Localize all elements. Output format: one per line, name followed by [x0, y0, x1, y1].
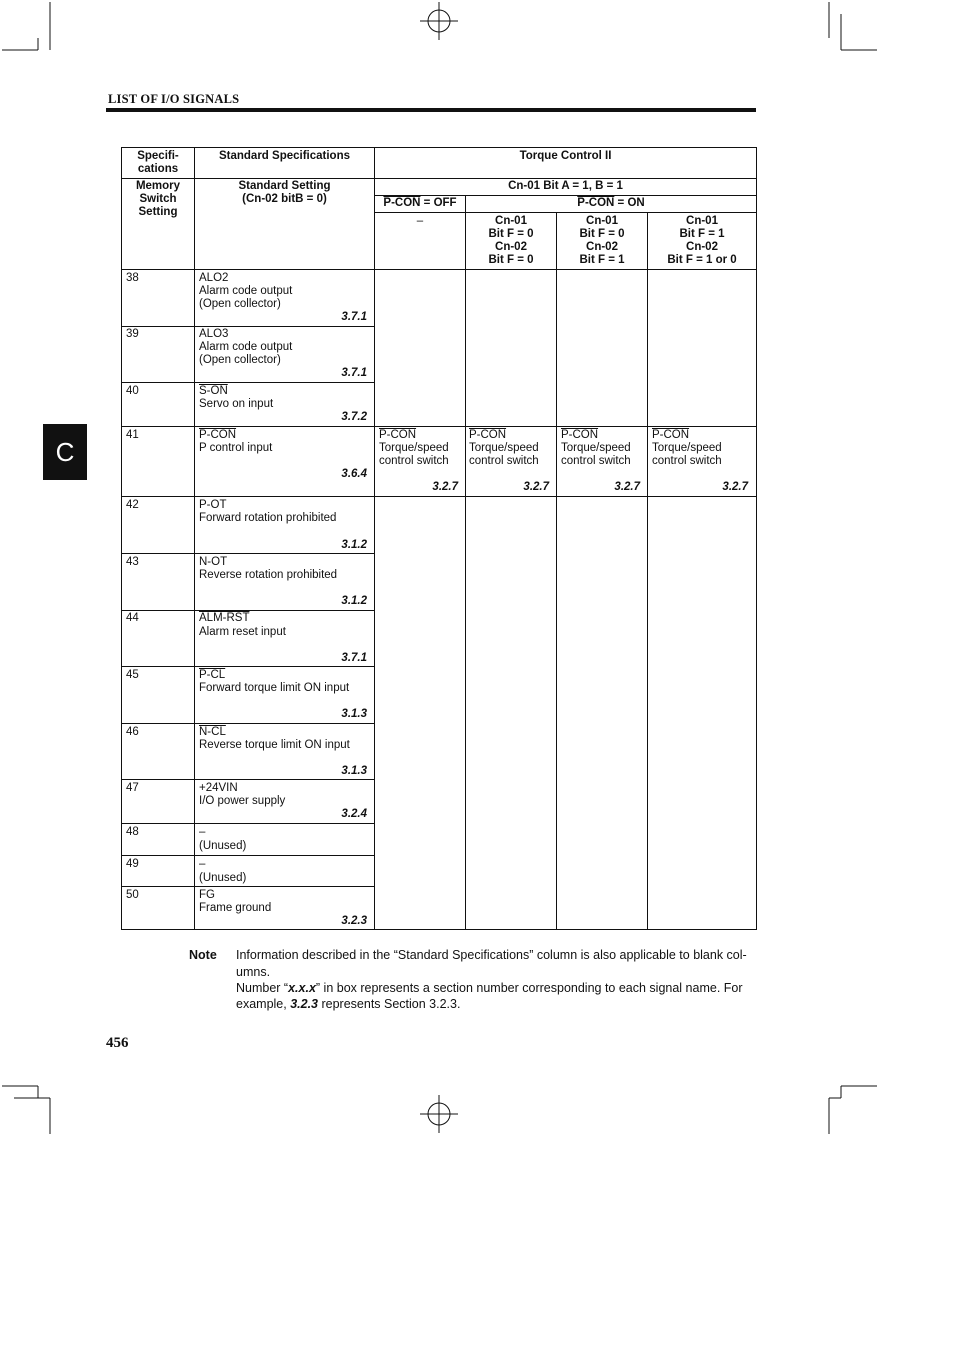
row-divider	[121, 779, 375, 780]
header-pcon-off-name: P-CON	[383, 197, 421, 209]
col-divider	[647, 212, 648, 930]
signal-name: ALM-RST	[199, 612, 250, 624]
row-divider	[374, 195, 757, 196]
section-ref: 3.7.2	[341, 411, 367, 423]
header-cn01-bits: Cn-01 Bit A = 1, B = 1	[508, 180, 623, 192]
pcon-cell-section: 3.2.7	[523, 481, 549, 493]
header-memory-switch-setting: Memory Switch Setting	[135, 180, 181, 218]
header-rule	[106, 108, 756, 112]
row-divider	[121, 178, 757, 179]
col-divider	[556, 212, 557, 930]
signal-description: Reverse torque limit ON input	[199, 739, 350, 751]
header-standard-specifications: Standard Specifications	[218, 150, 350, 162]
pin-number: 41	[126, 429, 139, 441]
row-divider	[121, 326, 375, 327]
row-divider	[121, 496, 757, 497]
row-divider	[121, 269, 757, 270]
table-border-right	[756, 147, 757, 930]
col-divider	[465, 195, 466, 930]
pin-number: 44	[126, 612, 139, 624]
pin-number: 47	[126, 782, 139, 794]
header-standard-setting: Standard Setting (Cn-02 bitB = 0)	[238, 180, 331, 205]
table-border-left	[121, 147, 122, 930]
col-divider	[194, 147, 195, 930]
note-emphasis: 3.2.3	[290, 997, 319, 1011]
row-divider	[121, 855, 375, 856]
signal-name: –	[199, 858, 206, 870]
pin-number: 40	[126, 385, 139, 397]
signal-name: N-CL	[199, 726, 226, 738]
section-ref: 3.1.2	[341, 595, 367, 607]
pcon-cell-section: 3.2.7	[722, 481, 748, 493]
section-ref: 3.1.3	[341, 708, 367, 720]
signal-description: Reverse rotation prohibited	[199, 569, 338, 581]
row-divider	[374, 212, 757, 213]
page-number: 456	[106, 1035, 129, 1051]
signal-name: ALO2	[199, 272, 229, 284]
header-specifications: Specifi- cations	[137, 150, 179, 175]
pin-number: 43	[126, 556, 139, 568]
signal-name: +24VIN	[199, 782, 238, 794]
row-divider	[121, 666, 375, 667]
note-emphasis: x.x.x	[288, 981, 316, 995]
header-pcon-on	[466, 197, 756, 210]
header-pcon-off-suffix: = OFF	[420, 197, 457, 209]
note-text: example,	[236, 997, 291, 1011]
section-ref: 3.2.4	[341, 808, 367, 820]
signal-name: P-CL	[199, 669, 226, 681]
header-pcon-on-suffix: = ON	[614, 197, 645, 209]
note-label: Note	[189, 948, 217, 962]
signal-description: (Unused)	[199, 872, 247, 884]
row-divider	[121, 823, 375, 824]
pcon-cell-name: P-CON	[379, 429, 417, 441]
running-header: LIST OF I/O SIGNALS	[108, 92, 240, 106]
pcon-cell-section: 3.2.7	[614, 481, 640, 493]
pcon-cell-desc: Torque/speed control switch	[469, 442, 539, 467]
signal-name: P-OT	[199, 499, 227, 511]
pcon-cell-section: 3.2.7	[432, 481, 458, 493]
header-pcon-off	[375, 197, 465, 210]
pin-number: 50	[126, 889, 139, 901]
signal-description: Forward rotation prohibited	[199, 512, 337, 524]
row-divider	[121, 426, 757, 427]
signal-description: Alarm reset input	[199, 626, 286, 638]
section-ref: 3.7.1	[341, 311, 367, 323]
section-ref: 3.2.3	[341, 915, 367, 927]
pin-number: 42	[126, 499, 139, 511]
signal-name: P-CON	[199, 429, 237, 441]
header-col-c: Cn-01 Bit F = 1 Cn-02 Bit F = 1 or 0	[667, 215, 737, 266]
header-col-b: Cn-01 Bit F = 0 Cn-02 Bit F = 1	[579, 215, 625, 266]
pcon-cell-name: P-CON	[561, 429, 599, 441]
row-divider	[121, 886, 375, 887]
signal-description: P control input	[199, 442, 273, 454]
pin-number: 48	[126, 826, 139, 838]
table-border-bottom	[121, 929, 757, 930]
note-line	[236, 980, 756, 997]
row-divider	[121, 610, 375, 611]
signal-name: FG	[199, 889, 215, 901]
header-pcon-on-name: P-CON	[577, 197, 615, 209]
table-border-top	[121, 147, 757, 148]
appendix-tab: C	[43, 424, 87, 480]
signal-name: N-OT	[199, 556, 228, 568]
signal-description: Alarm code output (Open collector)	[199, 285, 293, 310]
signal-description: Servo on input	[199, 398, 274, 410]
note-text: represents Section 3.2.3.	[318, 997, 461, 1011]
signal-name: ALO3	[199, 328, 229, 340]
row-divider	[121, 382, 375, 383]
section-ref: 3.6.4	[341, 468, 367, 480]
section-ref: 3.7.1	[341, 367, 367, 379]
signal-description: I/O power supply	[199, 795, 286, 807]
header-col-a: Cn-01 Bit F = 0 Cn-02 Bit F = 0	[488, 215, 534, 266]
pin-number: 49	[126, 858, 139, 870]
note-line: Information described in the “Standard Specifications” column is also applicable to blank col-	[236, 948, 747, 962]
note-text: ” in box represents a section number corresponding to each signal name. For	[315, 981, 743, 995]
header-mode: Torque Control II	[519, 150, 612, 162]
pcon-cell-name: P-CON	[469, 429, 507, 441]
pcon-cell-name: P-CON	[652, 429, 690, 441]
signal-description: Frame ground	[199, 902, 272, 914]
pcon-cell-desc: Torque/speed control switch	[379, 442, 449, 467]
note-line: umns.	[236, 965, 271, 979]
signal-name: S-ON	[199, 385, 228, 397]
header-col-off: –	[416, 215, 424, 227]
pin-number: 46	[126, 726, 139, 738]
signal-description: (Unused)	[199, 840, 247, 852]
row-divider	[121, 723, 375, 724]
col-divider	[374, 147, 375, 930]
note-text: Number “	[236, 981, 289, 995]
pin-number: 38	[126, 272, 139, 284]
signal-description: Forward torque limit ON input	[199, 682, 350, 694]
pcon-cell-desc: Torque/speed control switch	[652, 442, 722, 467]
note-line	[236, 996, 756, 1013]
signal-description: Alarm code output (Open collector)	[199, 341, 293, 366]
section-ref: 3.7.1	[341, 652, 367, 664]
pcon-cell-desc: Torque/speed control switch	[561, 442, 631, 467]
row-divider	[121, 553, 375, 554]
signal-name: –	[199, 826, 206, 838]
pin-number: 45	[126, 669, 139, 681]
section-ref: 3.1.2	[341, 539, 367, 551]
section-ref: 3.1.3	[341, 765, 367, 777]
pin-number: 39	[126, 328, 139, 340]
